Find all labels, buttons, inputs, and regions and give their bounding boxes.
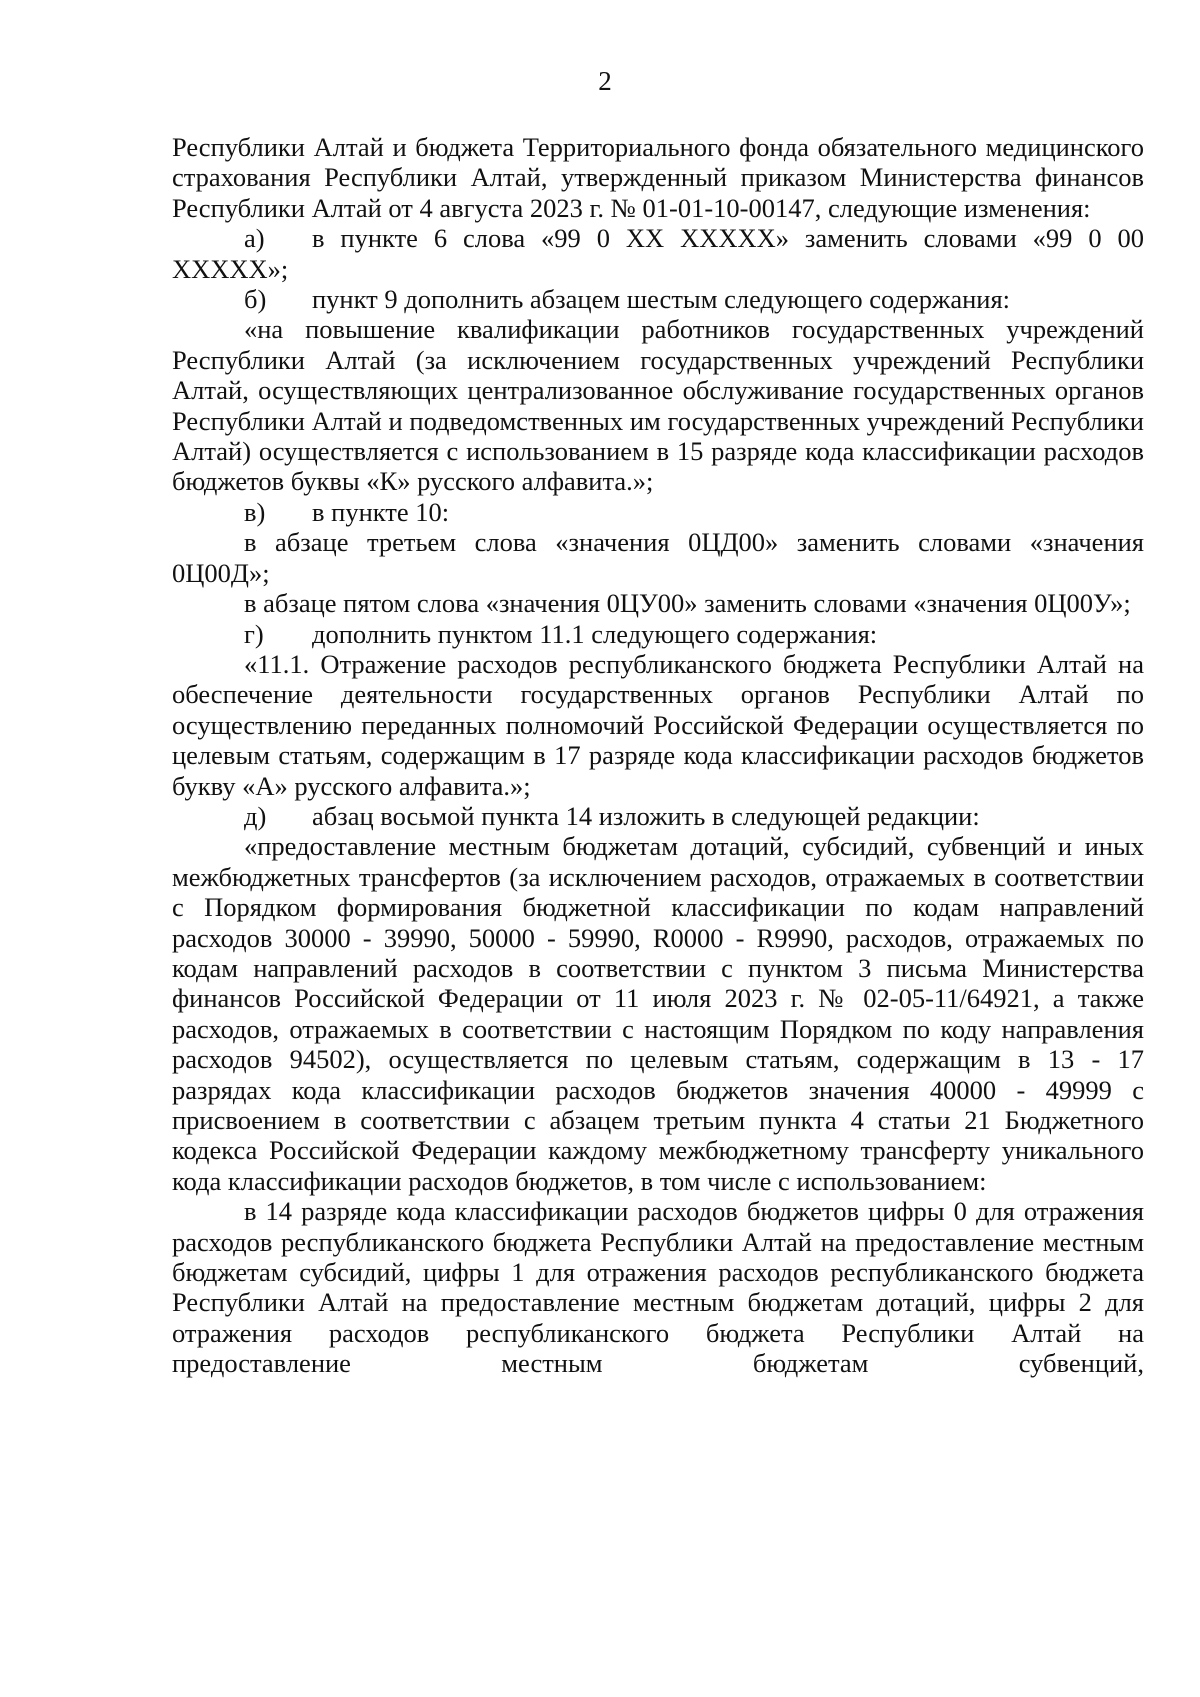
list-item-text: в пункте 10: bbox=[312, 496, 450, 527]
list-marker: б) bbox=[244, 284, 267, 315]
list-item-text: дополнить пунктом 11.1 следующего содержания: bbox=[312, 618, 878, 649]
list-item-text: в пункте 6 слова «99 0 XX XXXXX» заменить словами «99 0 00 XXXXX»; bbox=[172, 223, 1144, 284]
quoted-paragraph-11-1: «11.1. Отражение расходов республиканского бюджета Республики Алтай на обеспечение деятельности государственных органов Республики Алтай по осуществлению переданных полномочий Российской Федерации осуществляется по целевым статьям, содержащим в 17 разряде кода классификации расходов бюджетов букву «А» русского алфавита.»; bbox=[172, 648, 1144, 801]
paragraph-digit-14: в 14 разряде кода классификации расходов бюджетов цифры 0 для отражения расходов республиканского бюджета Республики Алтай на предоставление местным бюджетам субсидий, цифры 1 для отражения расходов республиканского бюджета Республики Алтай на предоставление местным бюджетам дотаций, цифры 2 для отражения расходов республиканского бюджета Республики Алтай на предоставление местным бюджетам субвенций, bbox=[172, 1196, 1144, 1379]
list-item-a bbox=[172, 223, 1144, 284]
quoted-paragraph-transfers: «предоставление местным бюджетам дотаций, субсидий, субвенций и иных межбюджетных трансфертов (за исключением расходов, отражаемых в соответствии с Порядком формирования бюджетной классификации по кодам направлений расходов 30000 - 39990, 50000 - 59990, R0000 - R9990, расходов, отражаемых по кодам направлений расходов в соответствии с пунктом 3 письма Министерства финансов Российской Федерации от 11 июля 2023 г. № 02-05-11/64921, а также расходов, отражаемых в соответствии с настоящим Порядком по коду направления расходов 94502), осуществляется по целевым статьям, содержащим в 13 - 17 разрядах кода классификации расходов бюджетов значения 40000 - 49999 с присвоением в соответствии с абзацем третьим пункта 4 статьи 21 Бюджетного кодекса Российской Федерации каждому межбюджетному трансферту уникального кода классификации расходов бюджетов, в том числе с использованием: bbox=[172, 831, 1144, 1196]
list-item-text: пункт 9 дополнить абзацем шестым следующего содержания: bbox=[312, 284, 1011, 315]
paragraph-abzac-third: в абзаце третьем слова «значения 0ЦД00» заменить словами «значения 0Ц00Д»; bbox=[172, 527, 1144, 588]
list-item-text: абзац восьмой пункта 14 изложить в следующей редакции: bbox=[312, 800, 980, 831]
list-marker: а) bbox=[244, 223, 265, 254]
list-item-v bbox=[172, 497, 1144, 527]
list-marker: в) bbox=[244, 496, 266, 527]
list-item-b bbox=[172, 284, 1144, 314]
list-marker: д) bbox=[244, 800, 267, 831]
quoted-paragraph-qualification: «на повышение квалификации работников государственных учреждений Республики Алтай (за исключением государственных учреждений Республики Алтай, осуществляющих централизованное обслуживание государственных органов Республики Алтай и подведомственных им государственных учреждений Республики Алтай) осуществляется с использованием в 15 разряде кода классификации расходов бюджетов буквы «К» русского алфавита.»; bbox=[172, 314, 1144, 497]
paragraph-intro: Республики Алтай и бюджета Территориального фонда обязательного медицинского страхования Республики Алтай, утвержденный приказом Министерства финансов Республики Алтай от 4 августа 2023 г. № 01-01-10-00147, следующие изменения: bbox=[172, 132, 1144, 223]
list-item-g bbox=[172, 619, 1144, 649]
document-body bbox=[172, 132, 1144, 1379]
paragraph-abzac-fifth: в абзаце пятом слова «значения 0ЦУ00» заменить словами «значения 0Ц00У»; bbox=[244, 588, 1131, 619]
page-number: 2 bbox=[598, 66, 612, 96]
list-item-d bbox=[172, 801, 1144, 831]
list-marker: г) bbox=[244, 618, 264, 649]
